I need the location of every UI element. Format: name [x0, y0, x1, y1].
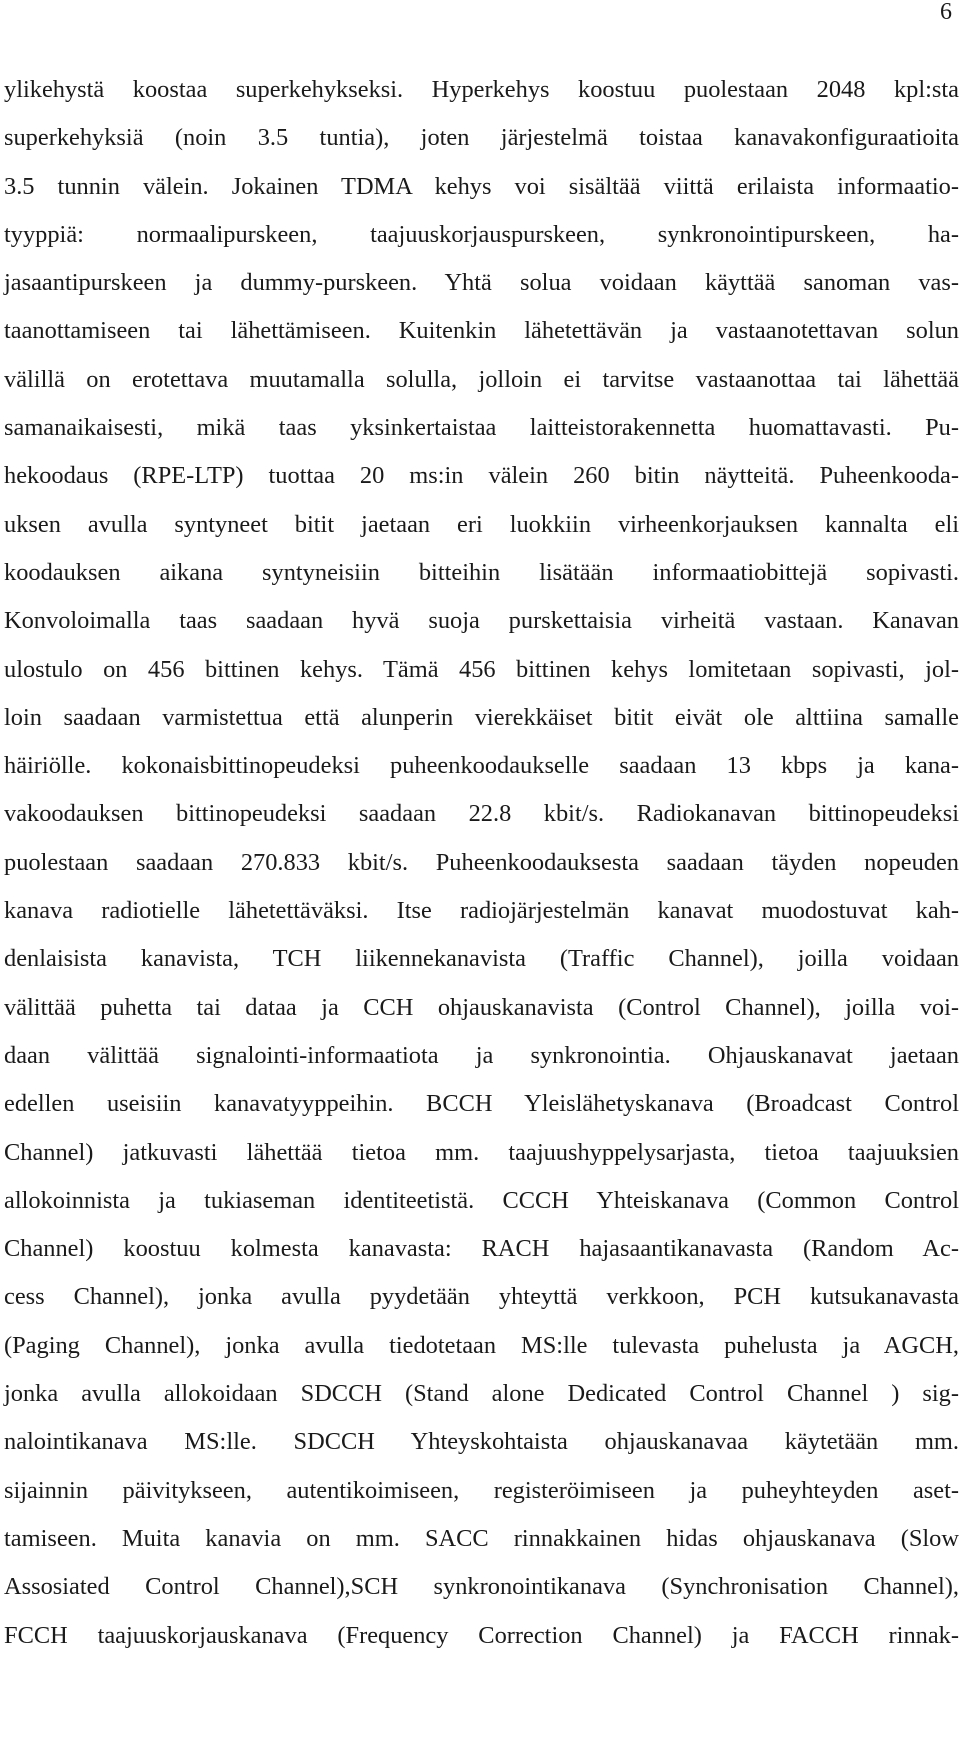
text-line: Channel) koostuu kolmesta kanavasta: RACH hajasaantikanavasta (Random Ac- — [4, 1235, 959, 1263]
text-line: loin saadaan varmistettua että alunperin vierekkäiset bitit eivät ole alttiina samalle — [4, 703, 959, 731]
text-line: välittää puhetta tai dataa ja CCH ohjauskanavista (Control Channel), joilla voi- — [4, 993, 959, 1021]
text-line: jasaantipurskeen ja dummy-purskeen. Yhtä solua voidaan käyttää sanoman vas- — [4, 269, 959, 297]
text-line: FCCH taajuuskorjauskanava (Frequency Correction Channel) ja FACCH rinnak- — [4, 1621, 959, 1649]
text-line: Channel) jatkuvasti lähettää tietoa mm. taajuushyppelysarjasta, tietoa taajuuksien — [4, 1138, 959, 1166]
body-paragraph — [4, 66, 959, 1660]
text-line: tamiseen. Muita kanavia on mm. SACC rinnakkainen hidas ohjauskanava (Slow — [4, 1524, 959, 1552]
text-line: samanaikaisesti, mikä taas yksinkertaistaa laitteistorakennetta huomattavasti. Pu- — [4, 414, 959, 442]
text-line: välillä on erotettava muutamalla solulla, jolloin ei tarvitse vastaanottaa tai lähettää — [4, 365, 959, 393]
text-line: 3.5 tunnin välein. Jokainen TDMA kehys voi sisältää viittä erilaista informaatio- — [4, 172, 959, 200]
text-line: puolestaan saadaan 270.833 kbit/s. Puheenkoodauksesta saadaan täyden nopeuden — [4, 848, 959, 876]
text-line: Assosiated Control Channel),SCH synkronointikanava (Synchronisation Channel), — [4, 1573, 959, 1601]
text-line: taanottamiseen tai lähettämiseen. Kuitenkin lähetettävän ja vastaanotettavan solun — [4, 317, 959, 345]
text-line: superkehyksiä (noin 3.5 tuntia), joten järjestelmä toistaa kanavakonfiguraatioita — [4, 124, 959, 152]
text-line: tyyppiä: normaalipurskeen, taajuuskorjauspurskeen, synkronointipurskeen, ha- — [4, 220, 959, 248]
text-line: (Paging Channel), jonka avulla tiedotetaan MS:lle tulevasta puhelusta ja AGCH, — [4, 1331, 959, 1359]
text-line: ulostulo on 456 bittinen kehys. Tämä 456 bittinen kehys lomitetaan sopivasti, jol- — [4, 655, 959, 683]
text-line: ylikehystä koostaa superkehykseksi. Hyperkehys koostuu puolestaan 2048 kpl:sta — [4, 76, 959, 103]
text-line: häiriölle. kokonaisbittinopeudeksi puheenkoodaukselle saadaan 13 kbps ja kana- — [4, 752, 959, 780]
text-line: edellen useisiin kanavatyyppeihin. BCCH Yleislähetyskanava (Broadcast Control — [4, 1090, 959, 1118]
text-line: jonka avulla allokoidaan SDCCH (Stand alone Dedicated Control Channel ) sig- — [4, 1380, 959, 1408]
text-line: denlaisista kanavista, TCH liikennekanavista (Traffic Channel), joilla voidaan — [4, 945, 959, 973]
text-line: koodauksen aikana syntyneisiin bitteihin lisätään informaatiobittejä sopivasti. — [4, 558, 959, 586]
text-line: nalointikanava MS:lle. SDCCH Yhteyskohtaista ohjauskanavaa käytetään mm. — [4, 1428, 959, 1456]
page-number: 6 — [940, 0, 952, 25]
text-line: uksen avulla syntyneet bitit jaetaan eri luokkiin virheenkorjauksen kannalta eli — [4, 510, 959, 538]
text-line: kanava radiotielle lähetettäväksi. Itse radiojärjestelmän kanavat muodostuvat kah- — [4, 897, 959, 925]
text-line: allokoinnista ja tukiaseman identiteetistä. CCCH Yhteiskanava (Common Control — [4, 1186, 959, 1214]
text-line: hekoodaus (RPE-LTP) tuottaa 20 ms:in välein 260 bitin näytteitä. Puheenkooda- — [4, 462, 959, 490]
text-line: Konvoloimalla taas saadaan hyvä suoja purskettaisia virheitä vastaan. Kanavan — [4, 607, 959, 635]
text-line: cess Channel), jonka avulla pyydetään yhteyttä verkkoon, PCH kutsukanavasta — [4, 1283, 959, 1311]
text-line: daan välittää signalointi-informaatiota ja synkronointia. Ohjauskanavat jaetaan — [4, 1041, 959, 1069]
text-line: sijainnin päivitykseen, autentikoimiseen, registeröimiseen ja puheyhteyden aset- — [4, 1476, 959, 1504]
text-line: vakoodauksen bittinopeudeksi saadaan 22.8 kbit/s. Radiokanavan bittinopeudeksi — [4, 800, 959, 828]
